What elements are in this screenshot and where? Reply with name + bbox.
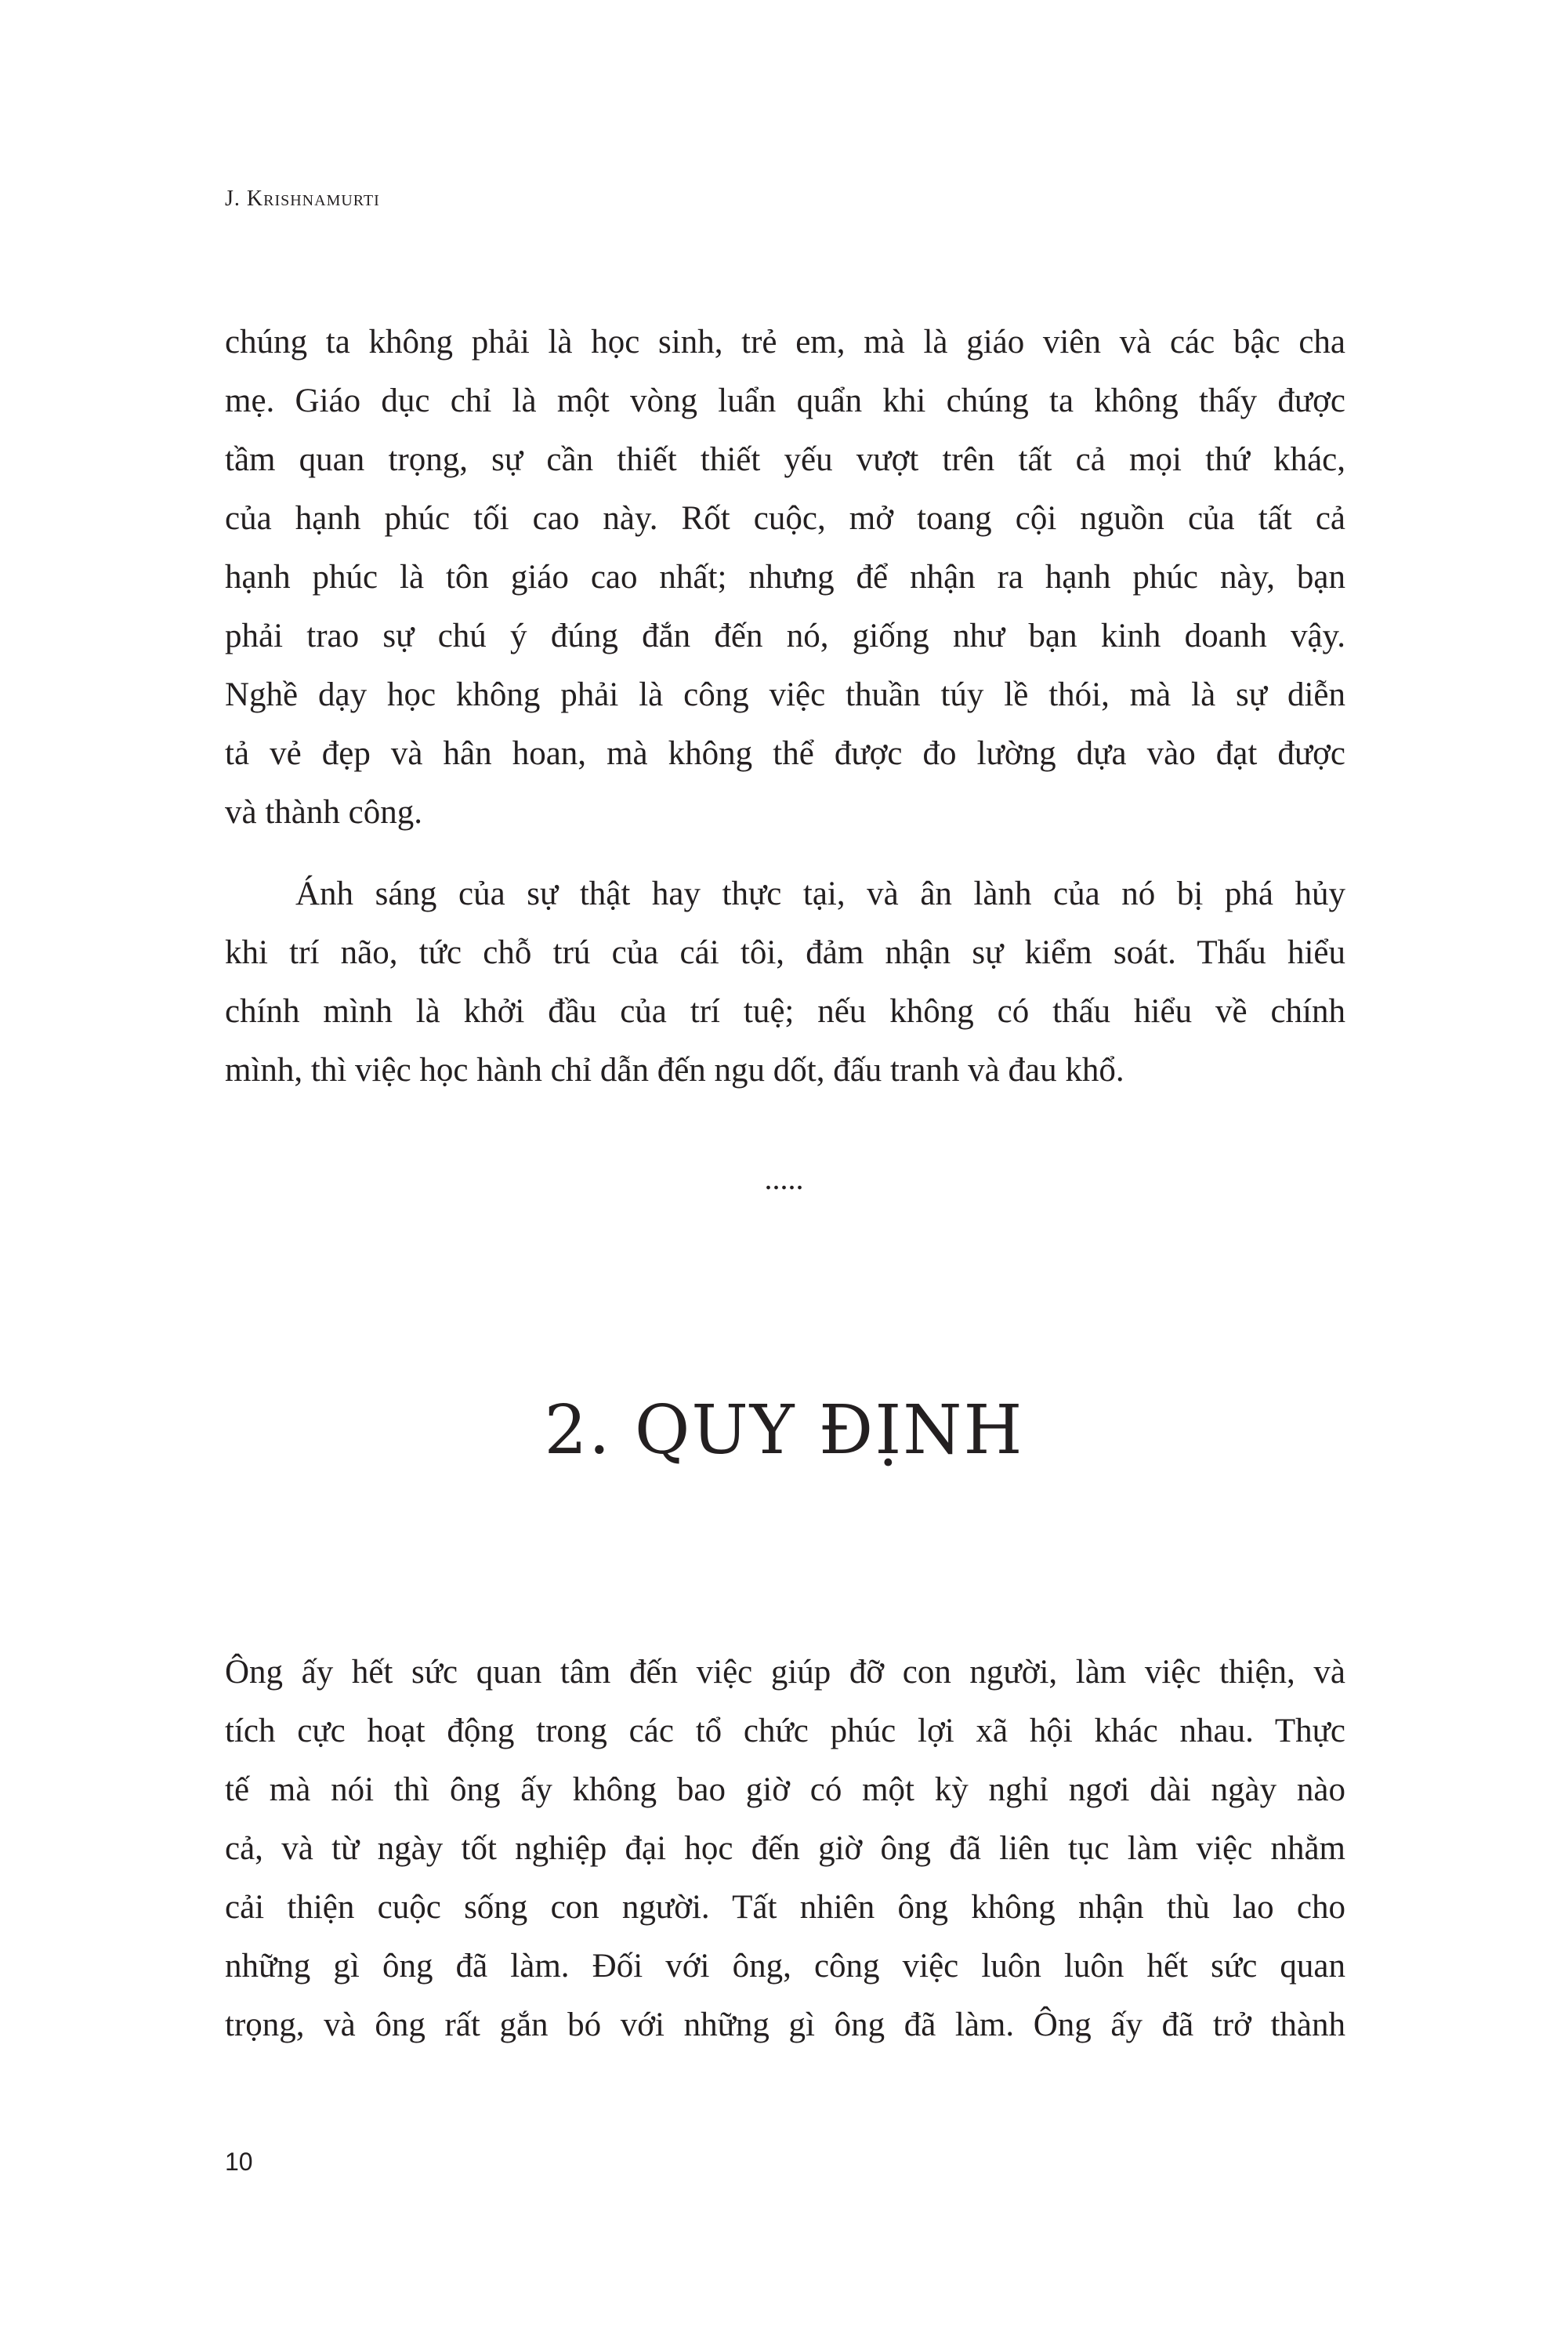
- text-line: cải thiện cuộc sống con người. Tất nhiên ông không nhận thù lao cho: [225, 1889, 1345, 1926]
- text-line: tế mà nói thì ông ấy không bao giờ có một kỳ nghỉ ngơi dài ngày nào: [225, 1771, 1345, 1808]
- text-line: mẹ. Giáo dục chỉ là một vòng luẩn quẩn khi chúng ta không thấy được: [225, 382, 1345, 419]
- page-number: 10: [225, 2148, 253, 2176]
- text-line: hạnh phúc là tôn giáo cao nhất; nhưng để nhận ra hạnh phúc này, bạn: [225, 559, 1345, 596]
- text-line: cả, và từ ngày tốt nghiệp đại học đến giờ ông đã liên tục làm việc nhằm: [225, 1830, 1345, 1867]
- text-line: tầm quan trọng, sự cần thiết thiết yếu vượt trên tất cả mọi thứ khác,: [225, 441, 1345, 478]
- text-line: phải trao sự chú ý đúng đắn đến nó, giống như bạn kinh doanh vậy.: [225, 618, 1345, 654]
- text-line: và thành công.: [225, 794, 422, 831]
- section-separator: .....: [764, 1161, 804, 1196]
- text-line: tích cực hoạt động trong các tổ chức phúc lợi xã hội khác nhau. Thực: [225, 1713, 1345, 1749]
- text-line: trọng, và ông rất gắn bó với những gì ông đã làm. Ông ấy đã trở thành: [225, 2006, 1345, 2043]
- chapter-title: 2. QUY ĐỊNH: [544, 1391, 1024, 1470]
- text-line: của hạnh phúc tối cao này. Rốt cuộc, mở toang cội nguồn của tất cả: [225, 500, 1345, 537]
- text-line: Nghề dạy học không phải là công việc thuần túy lề thói, mà là sự diễn: [225, 676, 1345, 713]
- text-line: khi trí não, tức chỗ trú của cái tôi, đảm nhận sự kiểm soát. Thấu hiểu: [225, 934, 1345, 971]
- text-line: mình, thì việc học hành chỉ dẫn đến ngu dốt, đấu tranh và đau khổ.: [225, 1052, 1124, 1089]
- paragraph-2: [225, 865, 1345, 1100]
- paragraph-3: [225, 1643, 1345, 2054]
- text-line: những gì ông đã làm. Đối với ông, công việc luôn luôn hết sức quan: [225, 1948, 1345, 1985]
- text-line: chúng ta không phải là học sinh, trẻ em, mà là giáo viên và các bậc cha: [225, 324, 1345, 361]
- text-line: Ông ấy hết sức quan tâm đến việc giúp đỡ con người, làm việc thiện, và: [225, 1654, 1345, 1691]
- text-line: tả vẻ đẹp và hân hoan, mà không thể được đo lường dựa vào đạt được: [225, 735, 1345, 772]
- text-line: Ánh sáng của sự thật hay thực tại, và ân lành của nó bị phá hủy: [295, 875, 1345, 912]
- running-header: J. Krishnamurti: [225, 187, 380, 211]
- text-line: chính mình là khởi đầu của trí tuệ; nếu không có thấu hiểu về chính: [225, 993, 1345, 1030]
- paragraph-1: [225, 313, 1345, 842]
